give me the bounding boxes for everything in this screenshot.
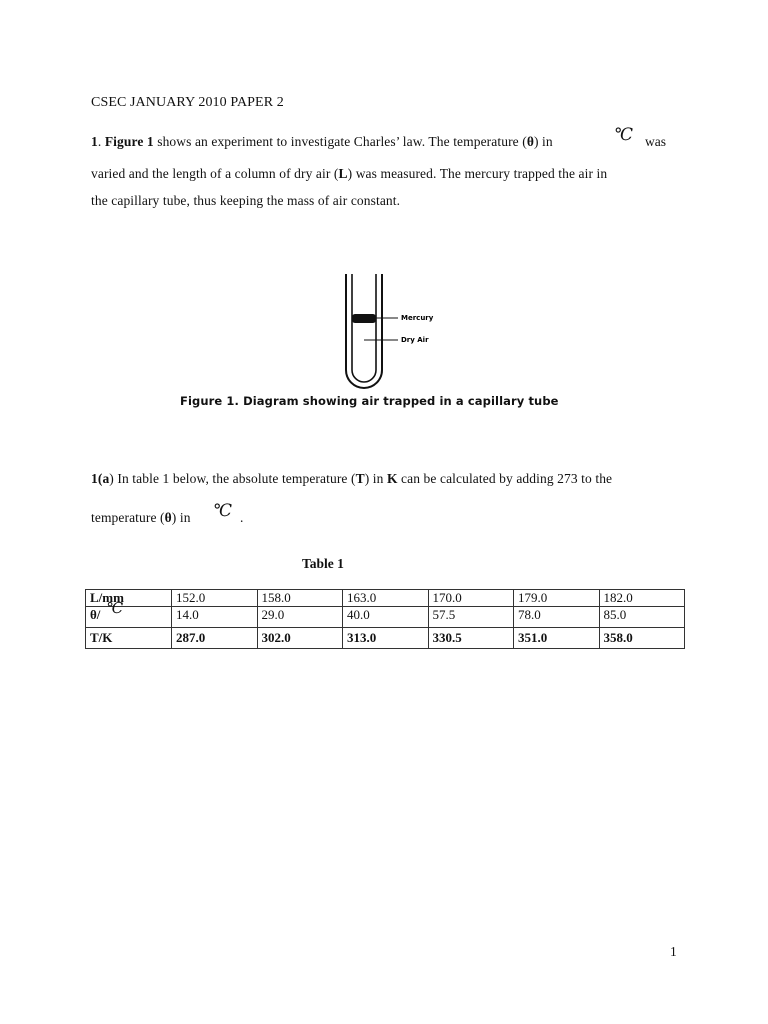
page-number: 1: [670, 944, 677, 959]
table-cell: 302.0: [257, 628, 343, 649]
table-cell: 351.0: [514, 628, 600, 649]
table-cell: 14.0: [172, 607, 258, 628]
table-cell: 287.0: [172, 628, 258, 649]
question-text: In table 1 below, the absolute temperature (: [117, 471, 356, 486]
question-1-line-3: the capillary tube, thus keeping the mass of air constant.: [91, 193, 401, 208]
question-1a-line-1: [91, 471, 612, 487]
kelvin-symbol: K: [386, 471, 398, 486]
question-1-line-1: 1. Figure 1 shows an experiment to investigate Charles’ law. The temperature (θ) in: [91, 134, 553, 149]
question-text: ): [109, 471, 114, 486]
row-header: L/mm: [86, 590, 172, 607]
mercury-label: Mercury: [401, 314, 434, 322]
question-text: ) in: [364, 471, 384, 486]
celsius-symbol: ℃: [614, 125, 634, 144]
celsius-symbol: ℃: [106, 601, 124, 617]
question-number: 1: [91, 134, 98, 149]
table-cell: 313.0: [343, 628, 429, 649]
temperature-symbol: T: [355, 471, 365, 486]
table-row: [86, 607, 685, 628]
table-cell: 163.0: [343, 590, 429, 607]
theta-symbol: θ: [526, 134, 534, 149]
row-header-text: θ/: [90, 607, 101, 622]
table-cell: 78.0: [514, 607, 600, 628]
table-cell: 158.0: [257, 590, 343, 607]
data-table: [85, 589, 685, 649]
question-text: varied and the length of a column of dry air (: [91, 166, 339, 181]
dry-air-label: Dry Air: [401, 336, 429, 344]
table-cell: 40.0: [343, 607, 429, 628]
table-cell: 152.0: [172, 590, 258, 607]
page-heading: CSEC JANUARY 2010 PAPER 2: [91, 95, 284, 110]
table-row: [86, 628, 685, 649]
celsius-symbol: ℃: [213, 501, 233, 520]
question-text: ) in: [533, 134, 553, 149]
row-header: T/K: [86, 628, 172, 649]
question-1-line-2: [91, 166, 607, 182]
question-1a-line-2: [91, 510, 191, 526]
theta-symbol: θ: [164, 510, 172, 525]
length-symbol: L: [338, 166, 348, 181]
question-text: ) was measured. The mercury trapped the air in: [347, 166, 608, 181]
table-row: [86, 590, 685, 607]
table-cell: 179.0: [514, 590, 600, 607]
question-text: shows an experiment to investigate Charles’ law. The temperature (: [157, 134, 527, 149]
figure-caption: Figure 1. Diagram showing air trapped in a capillary tube: [180, 394, 559, 408]
question-text: was: [645, 134, 666, 149]
question-label: 1(a: [91, 471, 110, 486]
mercury-column: [352, 314, 376, 323]
question-text: ) in: [171, 510, 191, 525]
row-header: [86, 601, 172, 628]
table-cell: 182.0: [599, 590, 685, 607]
table-title: Table 1: [302, 556, 344, 571]
table-cell: 85.0: [599, 607, 685, 628]
capillary-tube-diagram: [330, 270, 450, 394]
table-cell: 29.0: [257, 607, 343, 628]
question-text: temperature (: [91, 510, 165, 525]
table-cell: 170.0: [428, 590, 514, 607]
figure-reference: Figure 1: [104, 134, 154, 149]
question-text: can be calculated by adding 273 to the: [401, 471, 613, 486]
table-cell: 330.5: [428, 628, 514, 649]
table-cell: 57.5: [428, 607, 514, 628]
period: .: [240, 510, 244, 525]
table-cell: 358.0: [599, 628, 685, 649]
